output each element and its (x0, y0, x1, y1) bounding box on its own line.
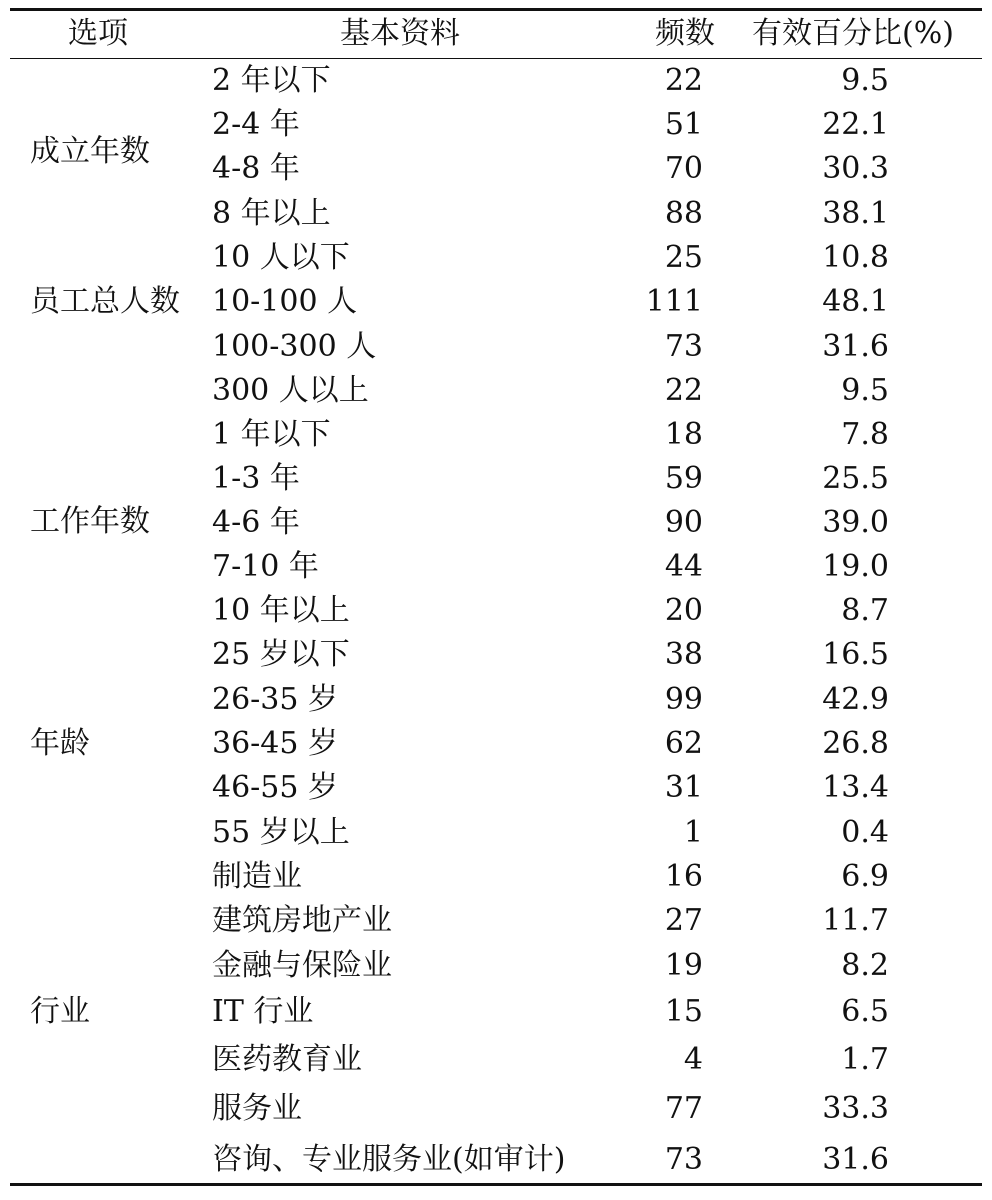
row-valid-percent: 38.1 (822, 196, 889, 231)
table-header-rule (10, 58, 982, 59)
row-detail: 36-45 岁 (212, 726, 339, 761)
row-frequency: 88 (664, 196, 703, 231)
row-detail: 4-6 年 (212, 505, 300, 540)
row-valid-percent: 8.2 (841, 948, 889, 983)
row-detail: 10 人以下 (212, 240, 350, 275)
row-valid-percent: 9.5 (841, 63, 889, 98)
row-detail: IT 行业 (212, 994, 314, 1029)
row-detail: 2-4 年 (212, 107, 300, 142)
row-valid-percent: 1.7 (841, 1042, 889, 1077)
row-frequency: 62 (664, 726, 703, 761)
row-frequency: 15 (664, 994, 703, 1029)
row-detail: 46-55 岁 (212, 770, 339, 805)
row-valid-percent: 48.1 (822, 284, 889, 319)
row-frequency: 18 (664, 417, 703, 452)
row-detail: 1 年以下 (212, 417, 331, 452)
row-frequency: 31 (664, 770, 703, 805)
row-frequency: 20 (664, 593, 703, 628)
group-label-age: 年龄 (30, 726, 90, 761)
row-valid-percent: 13.4 (822, 770, 889, 805)
row-valid-percent: 9.5 (841, 373, 889, 408)
row-detail: 服务业 (212, 1091, 302, 1126)
row-valid-percent: 8.7 (841, 593, 889, 628)
row-valid-percent: 31.6 (822, 1142, 889, 1177)
row-frequency: 38 (664, 637, 703, 672)
row-frequency: 25 (664, 240, 703, 275)
row-frequency: 73 (664, 329, 703, 364)
row-detail: 8 年以上 (212, 196, 331, 231)
row-frequency: 19 (664, 948, 703, 983)
row-valid-percent: 6.5 (841, 994, 889, 1029)
row-valid-percent: 0.4 (841, 815, 889, 850)
group-label-work-years: 工作年数 (30, 504, 150, 539)
row-frequency: 51 (664, 107, 703, 142)
row-valid-percent: 19.0 (822, 549, 889, 584)
row-detail: 医药教育业 (212, 1042, 362, 1077)
row-frequency: 77 (664, 1091, 703, 1126)
row-detail: 10 年以上 (212, 593, 350, 628)
group-label-company-age: 成立年数 (30, 134, 150, 169)
row-frequency: 59 (664, 461, 703, 496)
row-valid-percent: 11.7 (822, 903, 889, 938)
row-frequency: 22 (664, 63, 703, 98)
row-valid-percent: 26.8 (822, 726, 889, 761)
group-label-employee-count: 员工总人数 (30, 284, 180, 319)
row-valid-percent: 10.8 (822, 240, 889, 275)
row-detail: 2 年以下 (212, 63, 331, 98)
row-valid-percent: 42.9 (822, 682, 889, 717)
row-frequency: 22 (664, 373, 703, 408)
row-detail: 4-8 年 (212, 151, 300, 186)
row-frequency: 4 (683, 1042, 703, 1077)
row-valid-percent: 22.1 (822, 107, 889, 142)
row-detail: 金融与保险业 (212, 948, 392, 983)
row-frequency: 27 (664, 903, 703, 938)
row-detail: 7-10 年 (212, 549, 319, 584)
row-detail: 25 岁以下 (212, 637, 350, 672)
row-frequency: 16 (664, 859, 703, 894)
header-valid-percent: 有效百分比(%) (752, 16, 954, 51)
row-detail: 26-35 岁 (212, 682, 339, 717)
table-top-rule (10, 8, 982, 11)
row-frequency: 99 (664, 682, 703, 717)
table-bottom-rule (10, 1183, 982, 1186)
row-valid-percent: 30.3 (822, 151, 889, 186)
header-frequency: 频数 (655, 16, 715, 51)
row-frequency: 44 (664, 549, 703, 584)
row-detail: 10-100 人 (212, 284, 358, 319)
row-detail: 100-300 人 (212, 329, 377, 364)
header-option: 选项 (68, 16, 128, 51)
row-valid-percent: 16.5 (822, 637, 889, 672)
row-frequency: 70 (664, 151, 703, 186)
row-frequency: 1 (683, 815, 703, 850)
row-detail: 300 人以上 (212, 373, 369, 408)
row-detail: 1-3 年 (212, 461, 300, 496)
row-valid-percent: 39.0 (822, 505, 889, 540)
row-detail: 55 岁以上 (212, 815, 350, 850)
row-detail: 制造业 (212, 859, 302, 894)
row-detail: 咨询、专业服务业(如审计) (212, 1142, 566, 1177)
row-frequency: 90 (664, 505, 703, 540)
row-frequency: 73 (664, 1142, 703, 1177)
row-detail: 建筑房地产业 (212, 903, 392, 938)
group-label-industry: 行业 (30, 994, 90, 1029)
header-detail: 基本资料 (340, 16, 460, 51)
row-frequency: 111 (645, 284, 703, 319)
row-valid-percent: 33.3 (822, 1091, 889, 1126)
row-valid-percent: 7.8 (841, 417, 889, 452)
row-valid-percent: 31.6 (822, 329, 889, 364)
row-valid-percent: 6.9 (841, 859, 889, 894)
row-valid-percent: 25.5 (822, 461, 889, 496)
